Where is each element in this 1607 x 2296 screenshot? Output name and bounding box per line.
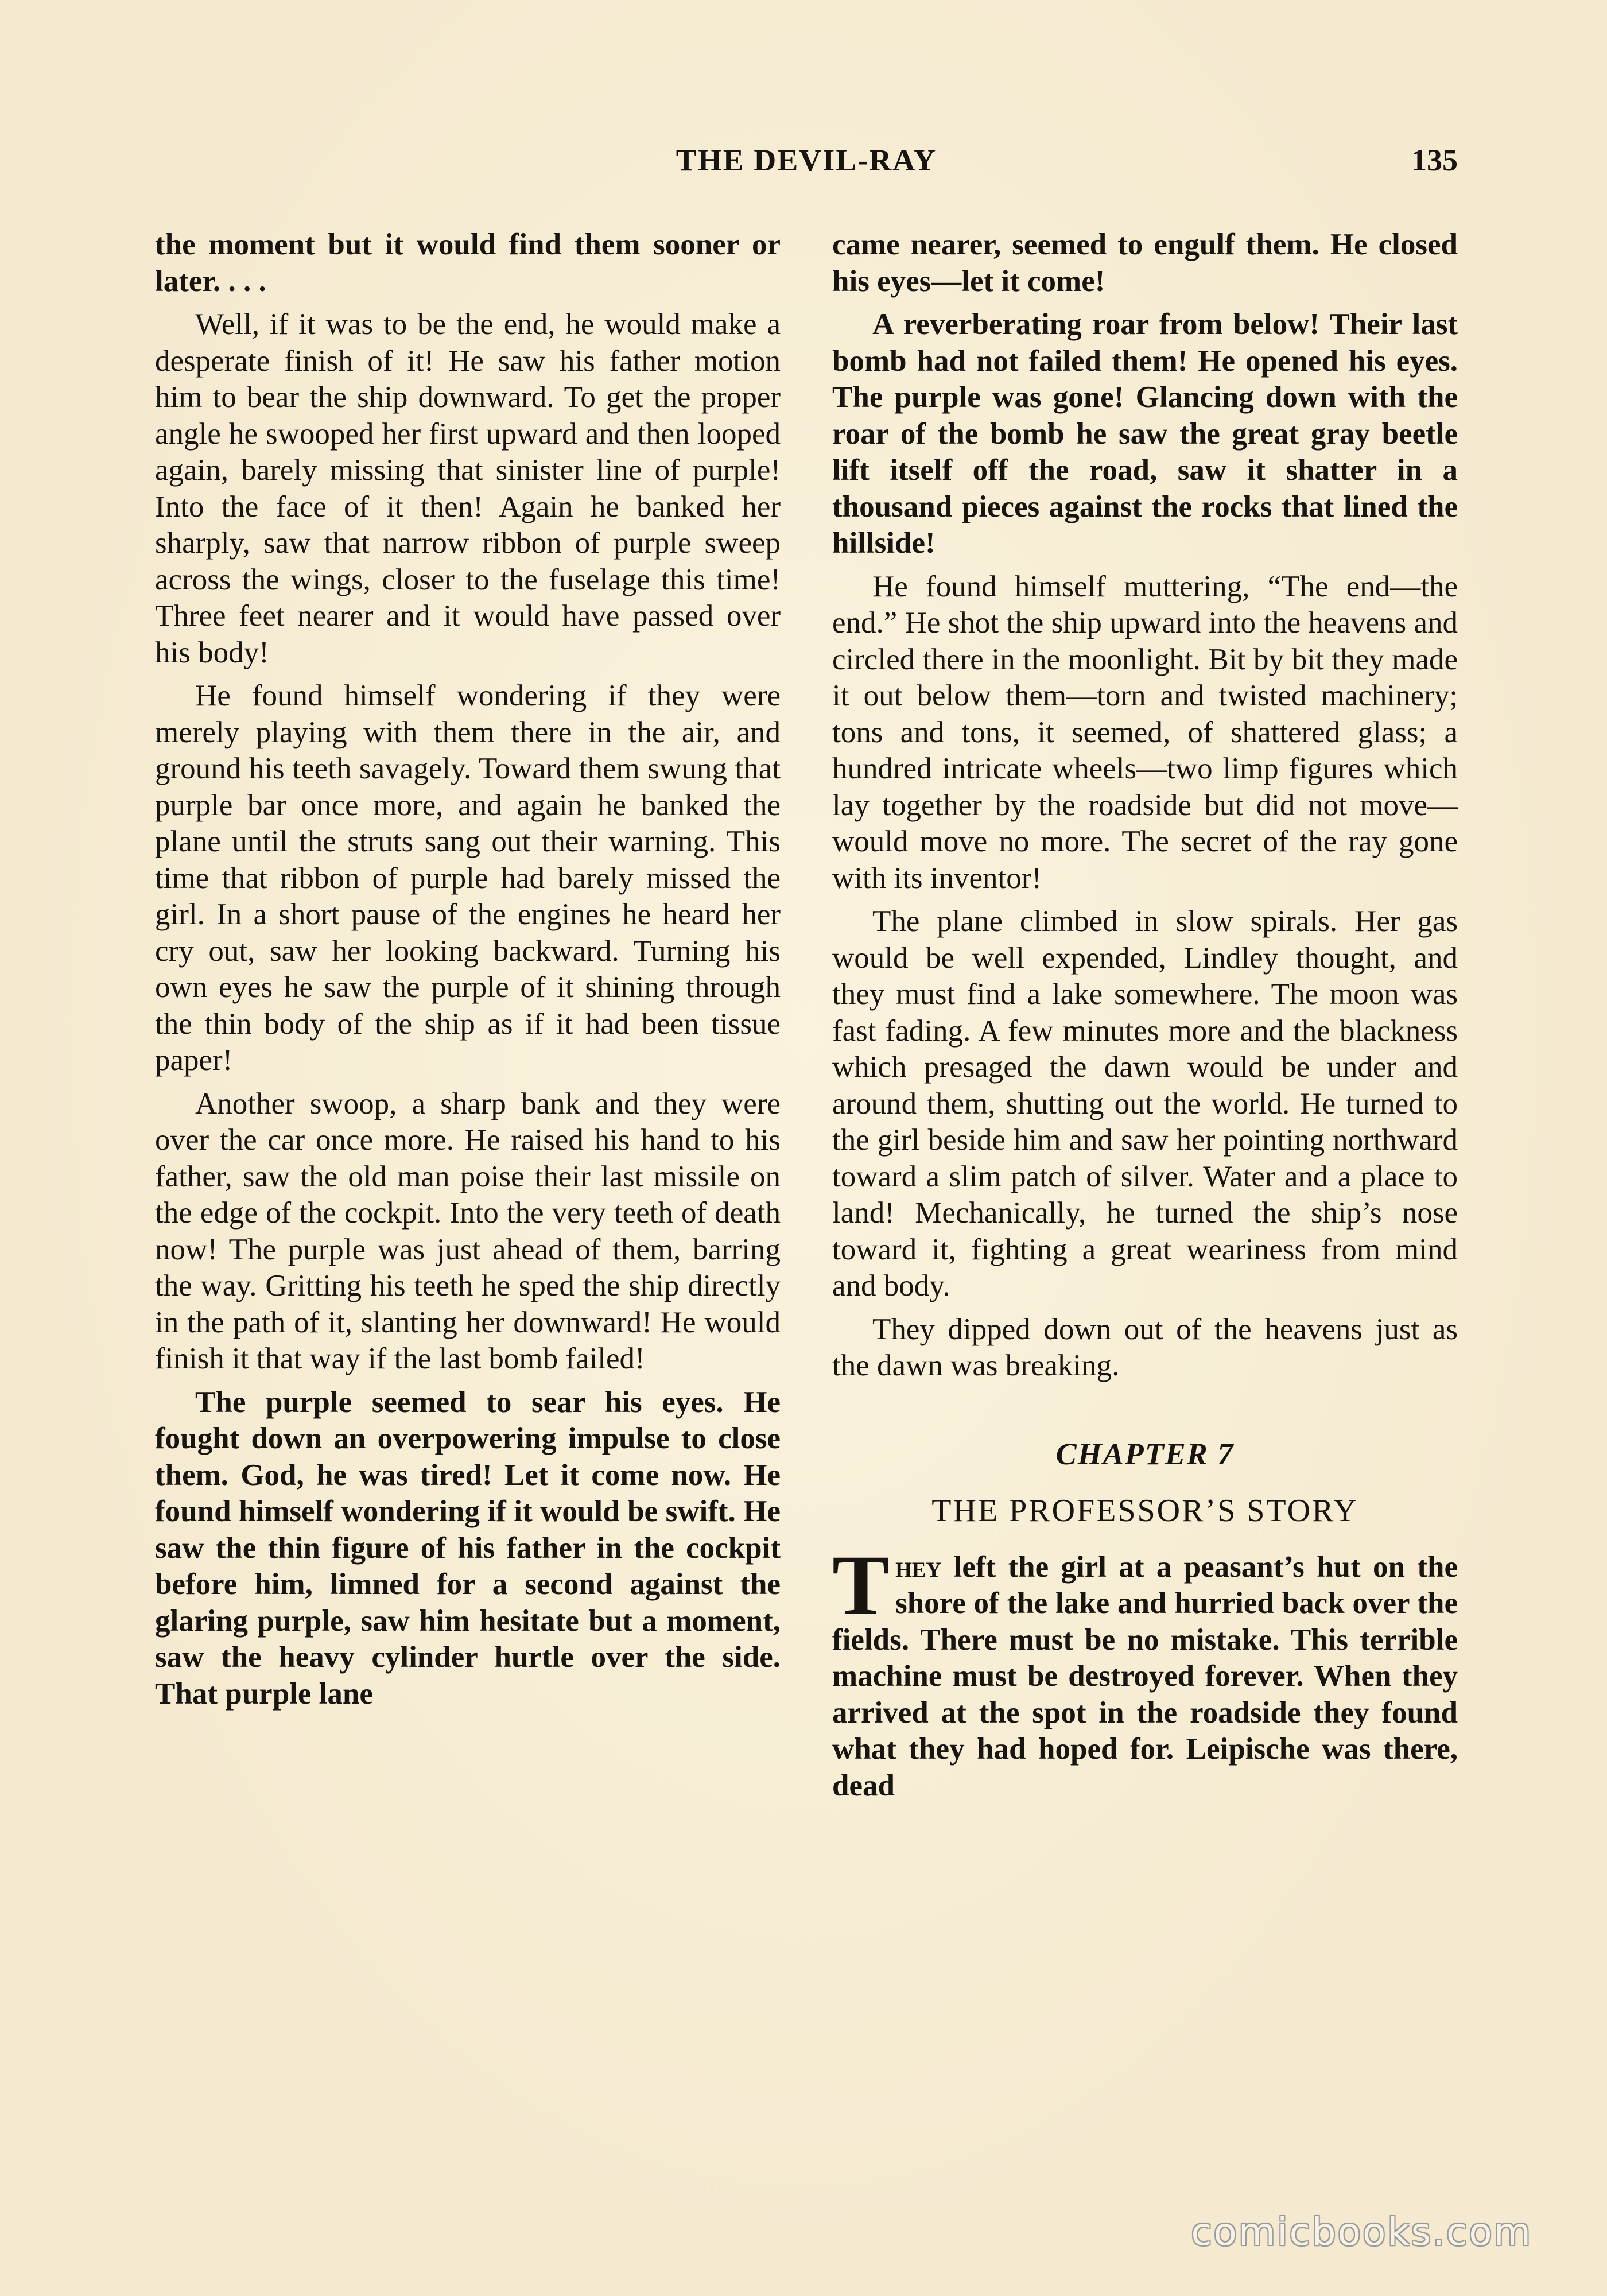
paragraph: He found himself wondering if they were merely playing with them there in the air, and ground his teeth savagely. Toward them swung that purple bar once more, and again he banked the plane until the struts sang out their warning. This time that ribbon of purple had barely missed the girl. In a short pause of the engines he heard her cry out, saw her looking backward. Turning his own eyes he saw the purple of it shining through the thin body of the ship as if it had been tissue paper!	[155, 679, 781, 1077]
watermark-logo: comicbooks.com	[1191, 2210, 1532, 2254]
running-head	[155, 142, 1458, 188]
chapter-title: THE PROFESSOR’S STORY	[931, 1493, 1358, 1529]
right-column	[832, 227, 1458, 1804]
chapter-opening-paragraph	[832, 1537, 1458, 1805]
first-word-small-caps: hey	[895, 1550, 942, 1584]
paragraph: The plane climbed in slow spirals. Her gas would be well expended, Lindley thought, and they must find a lake somewhere. The moon was fast fading. A few minutes more and the blackness which presaged the dawn would be under and around them, shutting out the world. He turned to the girl beside him and saw her pointing northward toward a slim patch of silver. Water and a place to land! Mechanically, he turned the ship’s nose toward it, fighting a great weariness from mind and body.	[832, 905, 1458, 1302]
paragraph: Well, if it was to be the end, he would make a desperate finish of it! He saw his father motion him to bear the ship downward. To get the proper angle he swooped her first upward and then looped again, barely missing that sinister line of purple! Into the face of it then! Again he banked her sharply, saw that narrow ribbon of purple sweep across the wings, closer to the fuselage this time! Three feet nearer and it would have passed over his body!	[155, 308, 781, 669]
chapter-opening-text: left the girl at a peasant’s hut on the shore of the lake and hurried back over the fields. There must be no mistake. This terrible machine must be destroyed forever. When they arrived at the spot in the roadside they found what they had hoped for. Leipische was there, dead	[832, 1550, 1458, 1802]
page-number: 135	[1411, 143, 1458, 177]
paragraph: the moment but it would find them sooner or later. . . .	[155, 228, 781, 298]
chapter-number: CHAPTER 7	[1055, 1436, 1235, 1471]
paragraph: They dipped down out of the heavens just as the dawn was breaking.	[832, 1312, 1458, 1382]
left-column	[155, 227, 781, 1719]
paragraph: He found himself muttering, “The end—the end.” He shot the ship upward into the heavens and circled there in the moonlight. Bit by bit they made it out below them—torn and twisted machinery; tons and tons, it seemed, of shattered glass; a hundred intricate wheels—two limp figures which lay together by the roadside but did not move—would move no more. The secret of the ray gone with its inventor!	[832, 569, 1458, 895]
paragraph: A reverberating roar from below! Their last bomb had not failed them! He opened his eyes. The purple was gone! Glancing down with the roar of the bomb he saw the great gray beetle lift itself off the road, saw it shatter in a thousand pieces against the rocks that lined the hillside!	[832, 308, 1458, 560]
paragraph: The purple seemed to sear his eyes. He fought down an overpowering impulse to close them. God, he was tired! Let it come now. He found himself wondering if it would be swift. He saw the thin figure of his father in the cockpit before him, limned for a second against the glaring purple, saw him hesitate but a moment, saw the heavy cylinder hurtle over the side. That purple lane	[155, 1385, 781, 1711]
drop-cap: T	[832, 1537, 890, 1633]
running-title: THE DEVIL-RAY	[676, 143, 937, 177]
paragraph: came nearer, seemed to engulf them. He closed his eyes—let it come!	[832, 228, 1458, 298]
paragraph: Another swoop, a sharp bank and they were over the car once more. He raised his hand to his father, saw the old man poise their last missile on the edge of the cockpit. Into the very teeth of death now! The purple was just ahead of them, barring the way. Gritting his teeth he sped the ship directly in the path of it, slanting her downward! He would finish it that way if the last bomb failed!	[155, 1087, 781, 1375]
